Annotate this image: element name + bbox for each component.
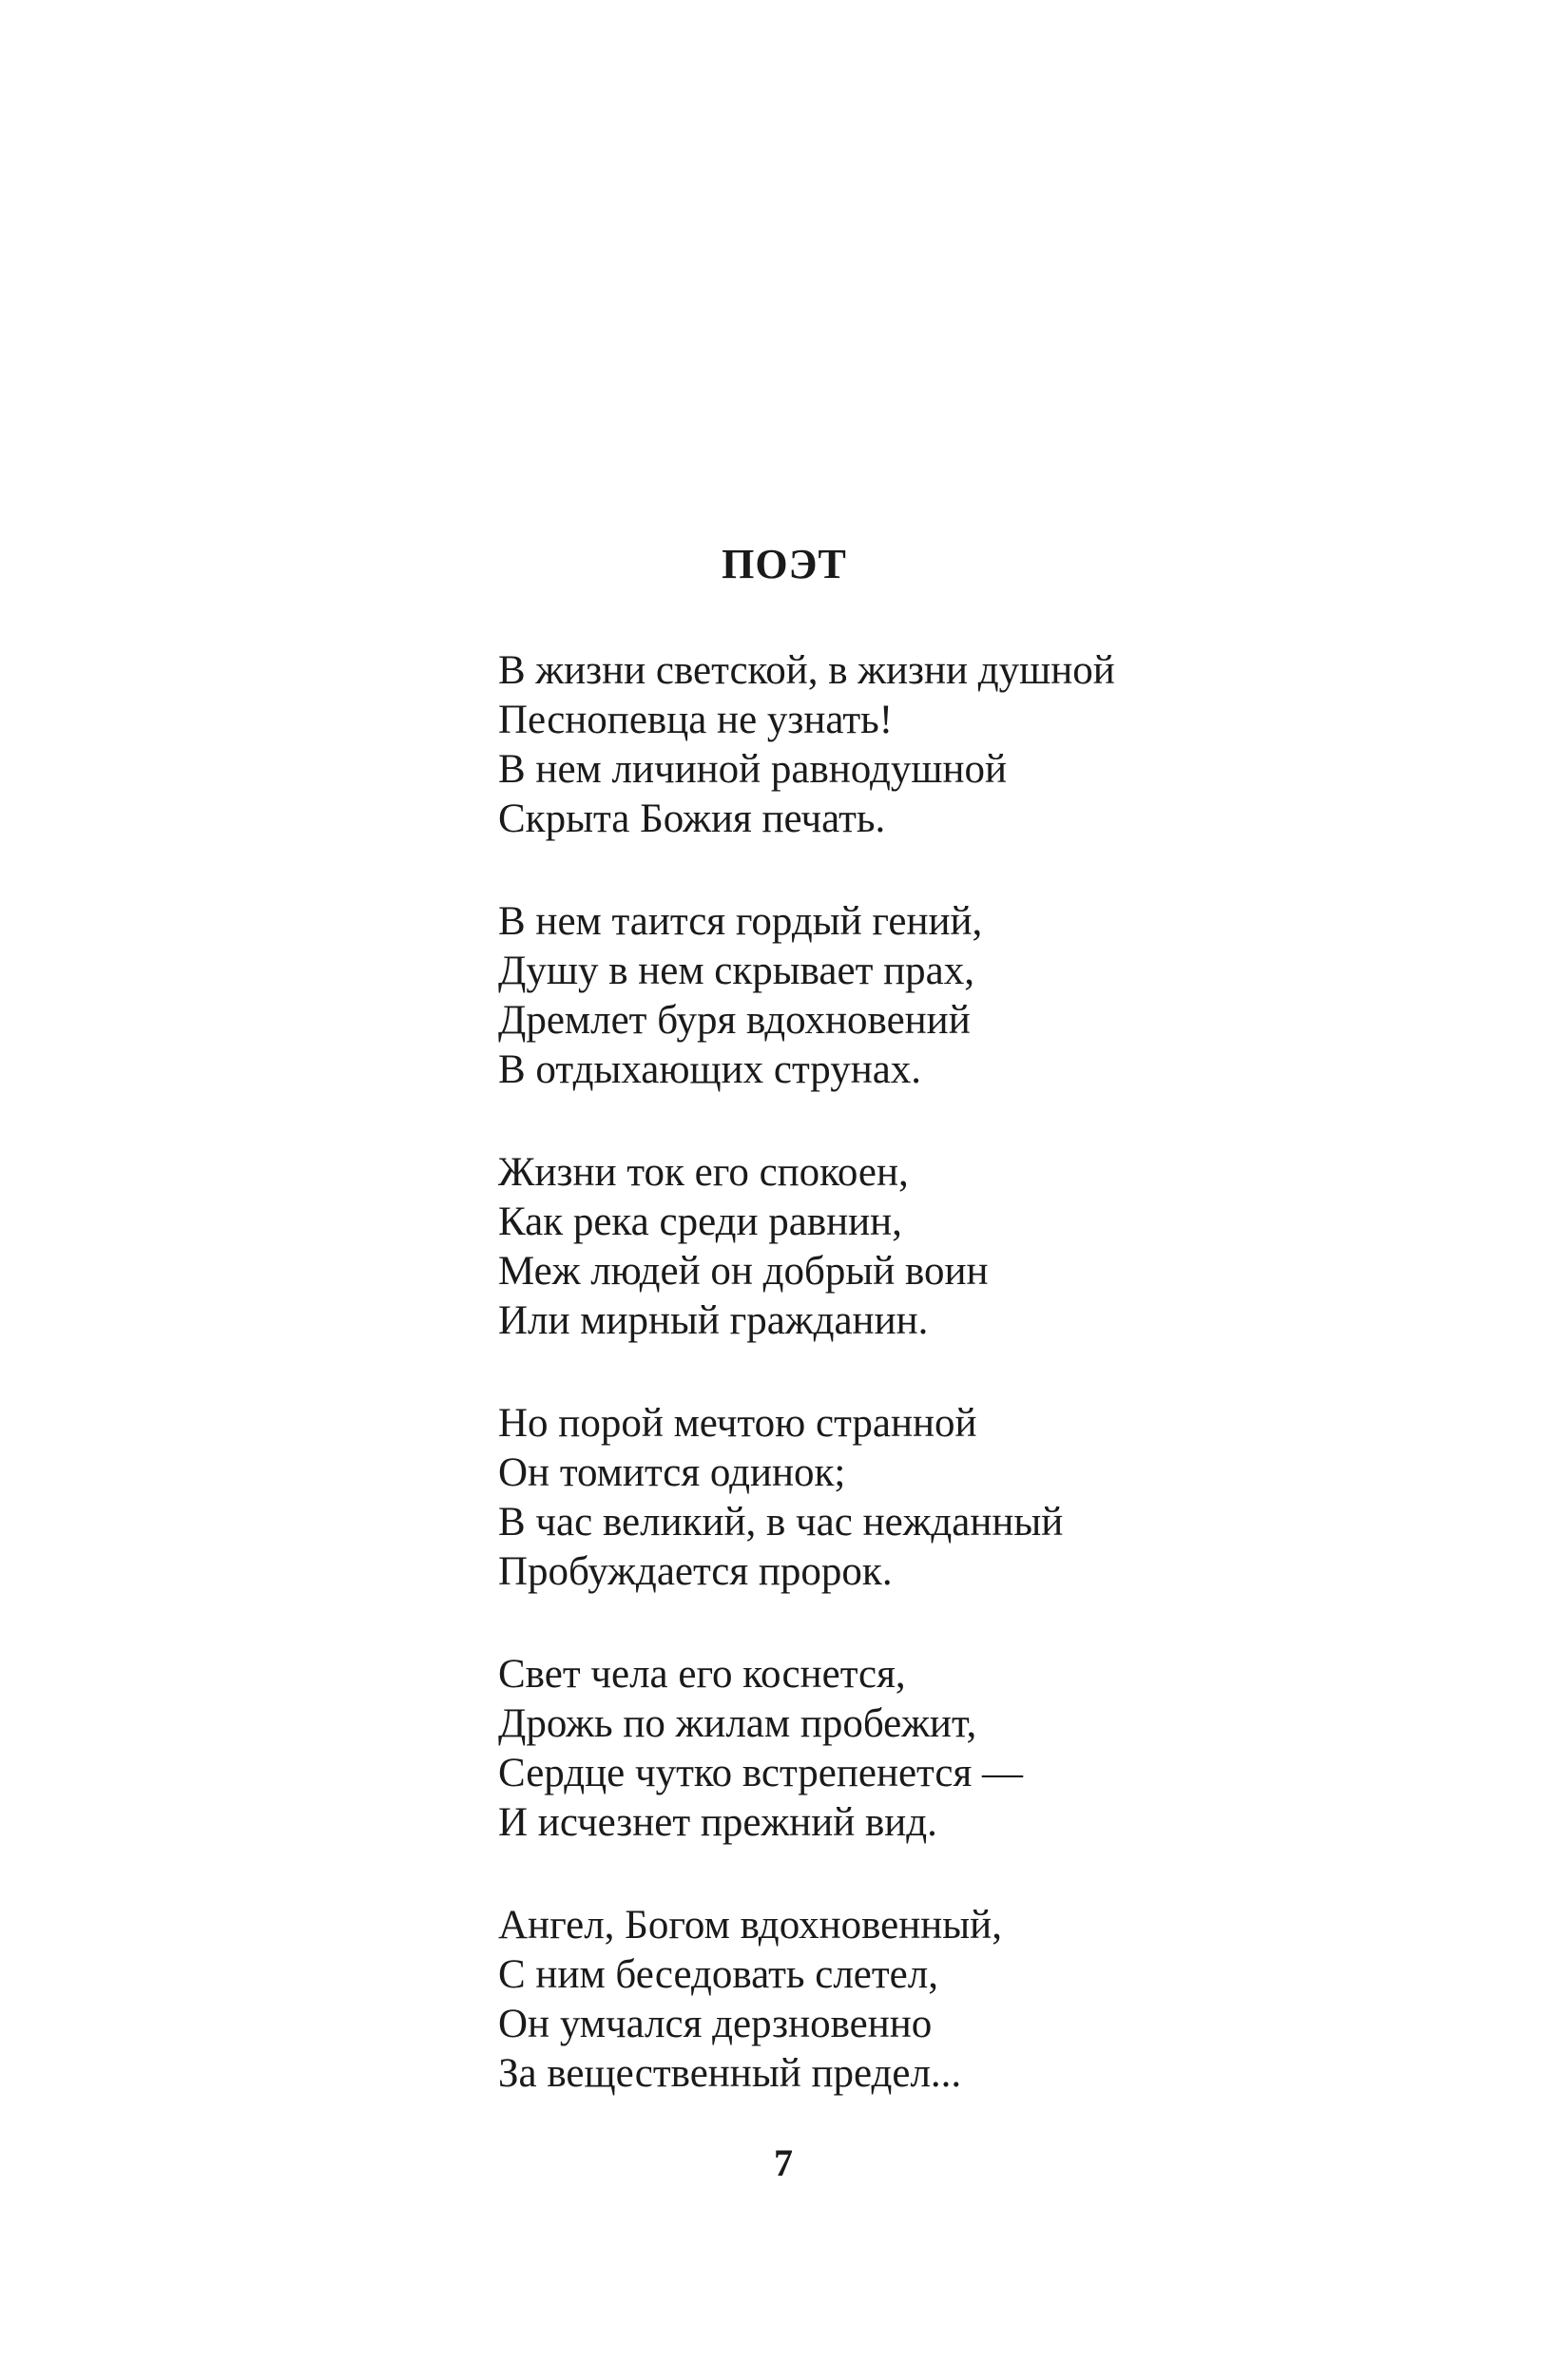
poem-line: Жизни ток его спокоен,	[498, 1150, 909, 1195]
stanza	[498, 897, 1449, 1095]
poem-line: Как река среди равнин,	[498, 1200, 902, 1244]
poem-line: Дрожь по жилам пробежит,	[498, 1701, 977, 1746]
poem-line: Меж людей он добрый воин	[498, 1249, 989, 1294]
poem-line: Скрыта Божия печать.	[498, 797, 886, 841]
poem-line: В нем таится гордый гений,	[498, 899, 983, 944]
poem-line: В час великий, в час нежданный	[498, 1500, 1064, 1545]
stanza	[498, 1901, 1449, 2099]
poem-title: ПОЭТ	[722, 541, 847, 587]
stanza	[498, 1650, 1449, 1848]
poem-body	[498, 646, 1449, 2152]
stanza	[498, 646, 1449, 844]
page-number: 7	[774, 2141, 793, 2184]
poem-line: Он умчался дерзновенно	[498, 2002, 933, 2046]
stanza	[498, 1148, 1449, 1346]
poem-line: С ним беседовать слетел,	[498, 1952, 938, 1997]
poem-line: В жизни светской, в жизни душной	[498, 648, 1115, 693]
poem-line: В нем личиной равнодушной	[498, 747, 1008, 792]
poem-line: И исчезнет прежний вид.	[498, 1800, 937, 1845]
poem-line: Он томится одинок;	[498, 1450, 846, 1495]
poem-line: Но порой мечтою странной	[498, 1401, 977, 1446]
poem-line: Пробуждается пророк.	[498, 1549, 893, 1594]
poem-line: Свет чела его коснется,	[498, 1652, 906, 1697]
poem-line: За вещественный предел...	[498, 2051, 962, 2096]
poem-line: Душу в нем скрывает прах,	[498, 949, 974, 993]
poem-line: Дремлет буря вдохновений	[498, 998, 971, 1043]
poem-line: Песнопевца не узнать!	[498, 698, 894, 742]
stanza	[498, 1399, 1449, 1597]
poem-line: В отдыхающих струнах.	[498, 1047, 922, 1092]
poem-line: Сердце чутко встрепенется —	[498, 1751, 1023, 1795]
poem-line: Или мирный гражданин.	[498, 1298, 929, 1343]
poem-line: Ангел, Богом вдохновенный,	[498, 1903, 1002, 1948]
